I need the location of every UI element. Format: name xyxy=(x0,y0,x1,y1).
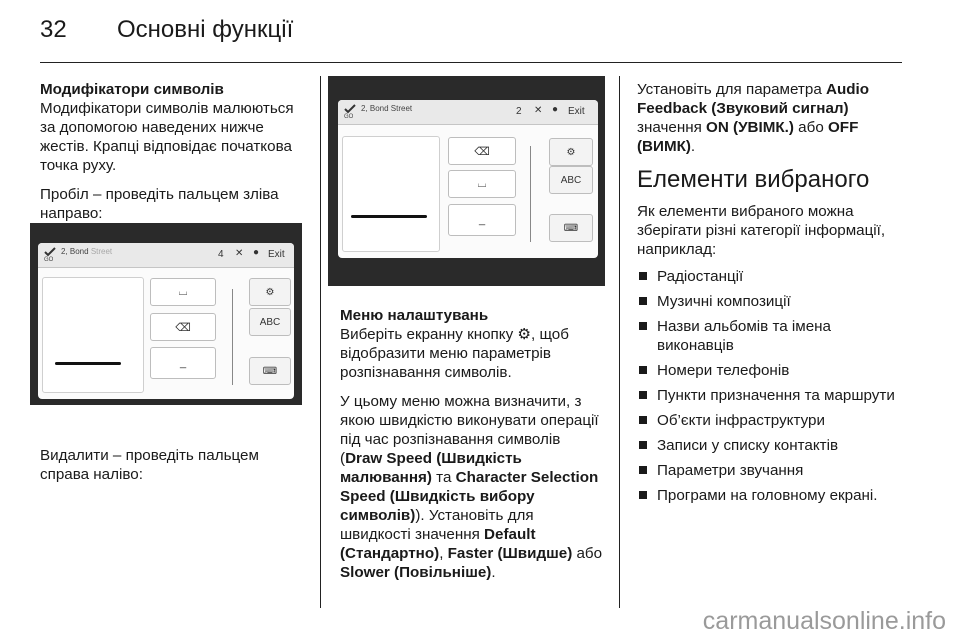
screenshot-settings-menu xyxy=(328,76,605,286)
column-divider-1 xyxy=(320,76,321,608)
gesture-stroke xyxy=(55,362,121,365)
address-text: 2, Bond Street xyxy=(361,104,413,113)
count-indicator: 2 xyxy=(516,106,522,117)
section-heading-favourites: Елементи вибраного xyxy=(637,166,870,193)
section-heading-modifiers: Модифікатори символів xyxy=(40,81,224,98)
column-3 xyxy=(637,80,907,511)
checkmark-icon xyxy=(44,247,56,257)
gear-icon: ⚙ xyxy=(517,326,532,343)
top-bar xyxy=(338,100,598,125)
abc-key: ABC xyxy=(249,308,291,336)
gesture-stroke xyxy=(351,215,427,218)
list-item: Номери телефонів xyxy=(637,361,907,380)
list-item: Музичні композиції xyxy=(637,292,907,311)
scrollbar xyxy=(530,146,531,242)
delete-key: ⌫ xyxy=(448,137,516,165)
screenshot-space-gesture xyxy=(30,223,302,405)
go-icon: GO xyxy=(44,257,54,263)
paragraph-speed-options: У цьому меню можна визначити, з якою швидкістю виконувати операції під час розпізнавання символів (Draw Speed (Швидкість малювання) та Character Selection Speed (Швидкість вибору символів)). Установіть для швидкості значення Default (Стандартно), Faster (Швидше) або Slower (Повільніше). xyxy=(340,393,603,581)
exit-button: Exit xyxy=(568,106,585,117)
column-2 xyxy=(340,306,605,592)
list-item: Записи у списку контактів xyxy=(637,436,907,455)
column-divider-2 xyxy=(619,76,620,608)
list-item: Пункти призначення та маршрути xyxy=(637,386,907,405)
paragraph-audio-feedback: Установіть для параметра Audio Feedback (Звуковий сигнал) значення ON (УВІМК.) або OFF (ВИМК). xyxy=(637,81,870,155)
column-1-bottom xyxy=(40,446,305,494)
keyboard-key: ⌨ xyxy=(549,214,593,242)
checkmark-icon xyxy=(344,104,356,114)
list-item: Радіостанції xyxy=(637,267,907,286)
exit-button: Exit xyxy=(268,249,285,260)
space-key: ⌴ xyxy=(150,278,216,306)
scrollbar xyxy=(232,289,233,385)
underscore-key: _ xyxy=(150,347,216,379)
list-item: Програми на головному екрані. xyxy=(637,486,907,505)
header-rule xyxy=(40,62,902,63)
close-icon: ✕ xyxy=(534,105,543,116)
handwriting-pad xyxy=(342,136,440,252)
address-text: 2, Bond Street xyxy=(61,247,113,256)
go-icon: GO xyxy=(344,114,354,120)
screen xyxy=(338,100,598,258)
paragraph-space: Пробіл – проведіть пальцем зліва направо: xyxy=(40,186,279,222)
watermark: carmanualsonline.info xyxy=(702,607,946,635)
close-icon: ✕ xyxy=(235,248,244,259)
column-1 xyxy=(40,80,305,233)
space-key: ⌴ xyxy=(448,170,516,198)
list-item: Об’єкти інфраструктури xyxy=(637,411,907,430)
top-bar xyxy=(38,243,294,268)
paragraph-favourites-intro: Як елементи вибраного можна зберігати різні категорії інформації, наприклад: xyxy=(637,203,886,258)
settings-gear-key: ⚙ xyxy=(549,138,593,166)
settings-dot-icon: ● xyxy=(552,104,559,115)
list-item: Параметри звучання xyxy=(637,461,907,480)
count-indicator: 4 xyxy=(218,249,224,260)
settings-dot-icon: ● xyxy=(253,247,260,258)
paragraph-delete: Видалити – проведіть пальцем справа наліво: xyxy=(40,447,259,483)
settings-gear-key: ⚙ xyxy=(249,278,291,306)
abc-key: ABC xyxy=(549,166,593,194)
handwriting-pad xyxy=(42,277,144,393)
paragraph-modifiers: Модифікатори символів малюються за допомогою наведених нижче жестів. Крапці відповідає початкова точка руху. xyxy=(40,100,294,174)
page-title: Основні функції xyxy=(117,16,294,43)
favourites-list xyxy=(637,267,907,505)
list-item: Назви альбомів та імена виконавців xyxy=(637,317,907,355)
page-number: 32 xyxy=(40,16,67,43)
keyboard-key: ⌨ xyxy=(249,357,291,385)
section-heading-settings-menu: Меню налаштувань xyxy=(340,307,489,324)
underscore-key: _ xyxy=(448,204,516,236)
delete-key: ⌫ xyxy=(150,313,216,341)
screen xyxy=(38,243,294,399)
paragraph-settings-button: Виберіть екранну кнопку ⚙, щоб відобразити меню параметрів розпізнавання символів. xyxy=(340,326,569,381)
